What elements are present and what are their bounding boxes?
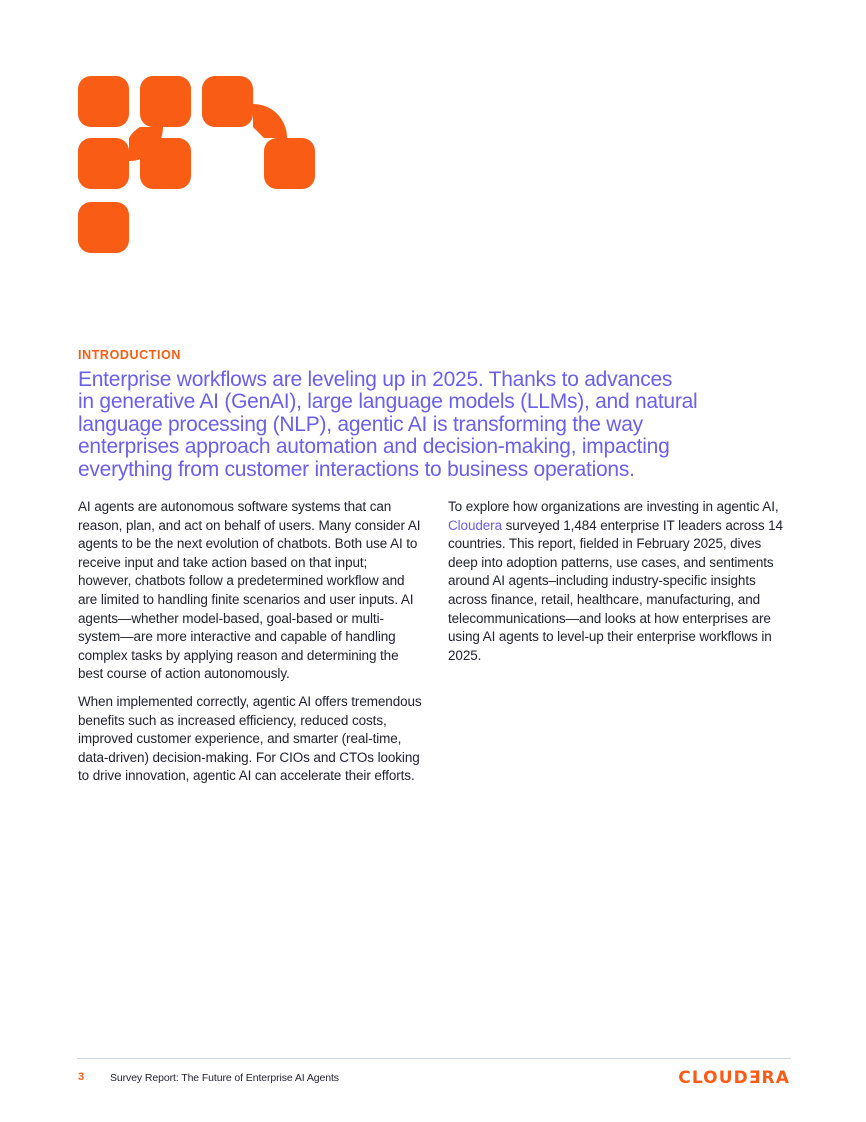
body-paragraph: AI agents are autonomous software systems that can reason, plan, and act on behalf of users. Many consider AI agents to be the next evolution of chatbots. Both use AI to receive input and take action based on that input; however, chatbots follow a predetermined workflow and are limited to handling finite scenarios and user inputs. AI agents—whether model-based, goal-based or multi-system—are more interactive and capable of handling complex tasks by applying reason and determining the best course of action autonomously. (78, 499, 421, 682)
headline-line: in generative AI (GenAI), large language models (LLMs), and natural (78, 390, 698, 414)
headline-line: enterprises approach automation and decision-making, impacting (78, 435, 670, 459)
left-column (78, 498, 422, 795)
right-column (448, 498, 792, 795)
cloudera-wordmark: CLOUDƎRA (678, 1068, 790, 1088)
body-paragraph (448, 498, 792, 665)
paragraph-text: To explore how organizations are investing in agentic AI, (448, 499, 779, 514)
paragraph-text: surveyed 1,484 enterprise IT leaders across 14 countries. This report, fielded in February 2025, dives deep into adoption patterns, use cases, and sentiments around AI agents–including industry-specific insights across finance, retail, healthcare, manufacturing, and telecommunications—and looks at how enterprises are using AI agents to level-up their enterprise workflows in 2025. (448, 517, 783, 663)
section-eyebrow: INTRODUCTION (78, 348, 182, 362)
cloudera-link[interactable]: Cloudera (448, 517, 502, 533)
body-paragraph: When implemented correctly, agentic AI offers tremendous benefits such as increased efficiency, reduced costs, improved customer experience, and smarter (real-time, data-driven) decision-making. For CIOs and CTOs looking to drive innovation, agentic AI can accelerate their efforts. (78, 693, 422, 784)
intro-headline (78, 369, 758, 481)
body-columns (78, 498, 792, 795)
headline-line: language processing (NLP), agentic AI is transforming the way (78, 412, 643, 436)
headline-line: Enterprise workflows are leveling up in 2025. Thanks to advances (78, 368, 673, 391)
headline-line: everything from customer interactions to business operations. (78, 457, 635, 481)
footer-report-title: Survey Report: The Future of Enterprise AI Agents (110, 1072, 339, 1084)
page-number: 3 (78, 1071, 85, 1083)
report-logo-icon (78, 76, 316, 255)
footer-divider (77, 1058, 791, 1059)
